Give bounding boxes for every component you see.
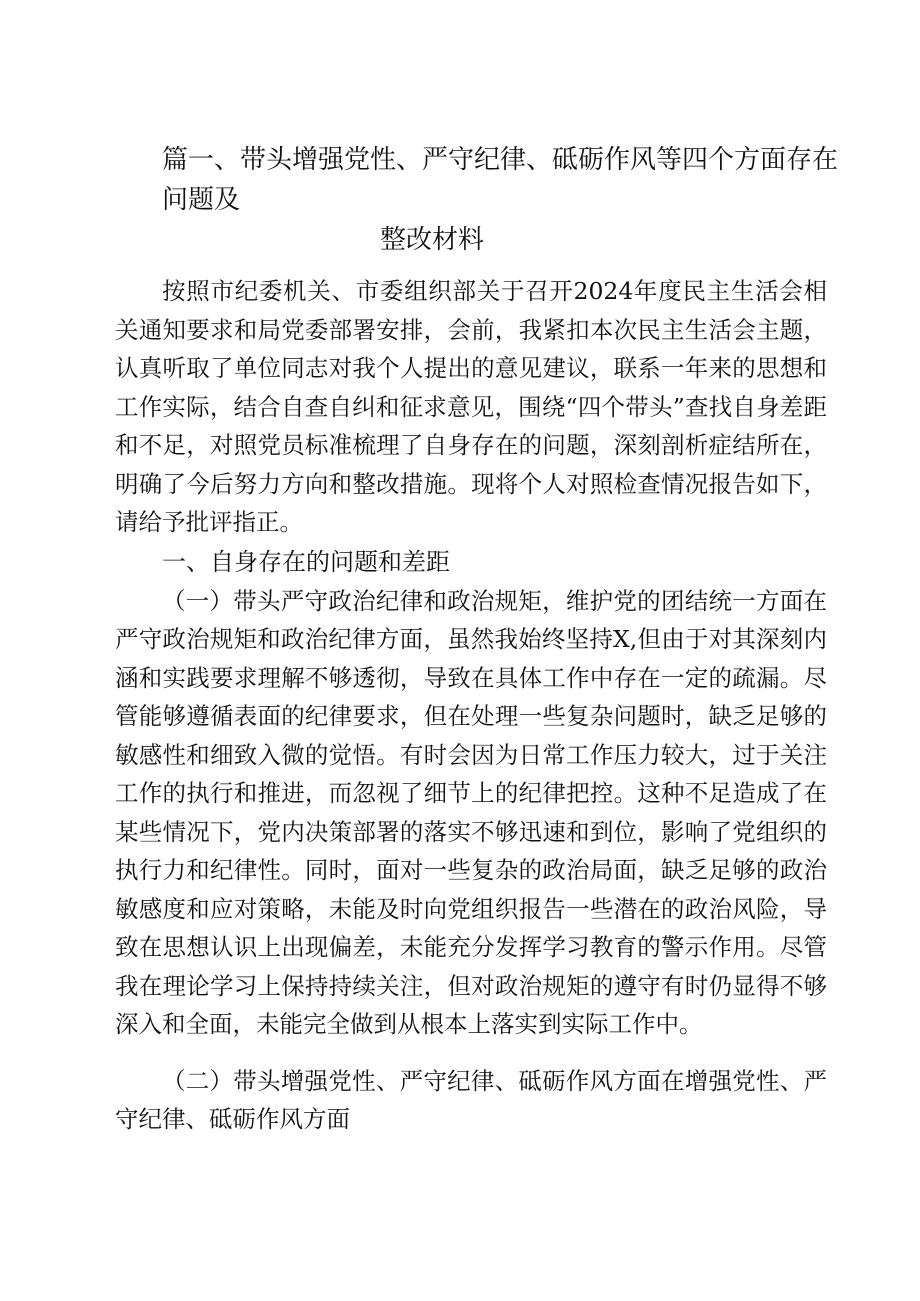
document-title [118,140,838,260]
section-1-paragraph: （一）带头严守政治纪律和政治规矩，维护党的团结统一方面在严守政治规矩和政治纪律方面，虽然我始终坚持X,但由于对其深刻内涵和实践要求理解不够透彻，导致在具体工作中存在一定的疏漏。尽管能够遵循表面的纪律要求，但在处理一些复杂问题时，缺乏足够的敏感性和细致入微的觉悟。有时会因为日常工作压力较大，过于关注工作的执行和推进，而忽视了细节上的纪律把控。这种不足造成了在某些情况下，党内决策部署的落实不够迅速和到位，影响了党组织的执行力和纪律性。同时，面对一些复杂的政治局面，缺乏足够的政治敏感度和应对策略，未能及时向党组织报告一些潜在的政治风险，导致在思想认识上出现偏差，未能充分发挥学习教育的警示作用。尽管我在理论学习上保持持续关注，但对政治规矩的遵守有时仍显得不够深入和全面，未能完全做到从根本上落实到实际工作中。 [115,586,827,1038]
title-line-2: 整改材料 [380,225,485,255]
document-body [115,272,827,1139]
section-2-paragraph: （二）带头增强党性、严守纪律、砥砺作风方面在增强党性、严守纪律、砥砺作风方面 [115,1066,827,1133]
title-line-1: 篇一、带头增强党性、严守纪律、砥砺作风等四个方面存在问题及 [162,145,839,215]
section-heading: 一、自身存在的问题和差距 [162,547,450,576]
intro-paragraph: 按照市纪委机关、市委组织部关于召开2024年度民主生活会相关通知要求和局党委部署安排，会前，我紧扣本次民主生活会主题，认真听取了单位同志对我个人提出的意见建议，联系一年来的思想和工作实际，结合自查自纠和征求意见，围绕“四个带头”查找自身差距和不足，对照党员标准梳理了自身存在的问题，深刻剖析症结所在，明确了今后努力方向和整改措施。现将个人对照检查情况报告如下，请给予批评指正。 [115,277,827,536]
